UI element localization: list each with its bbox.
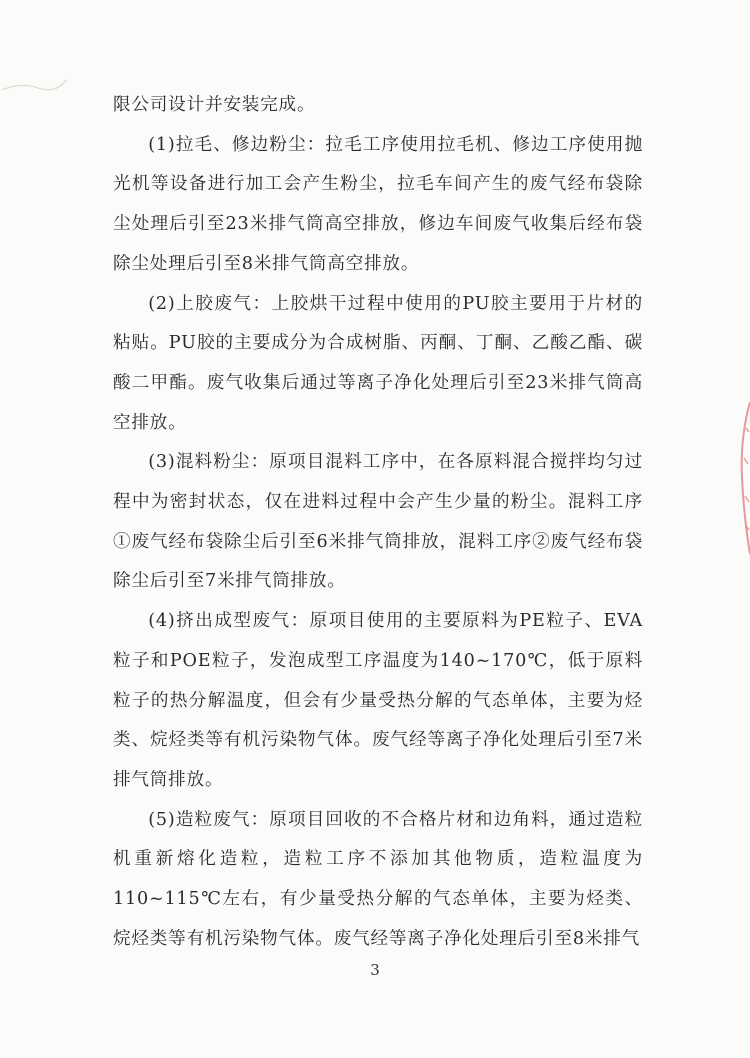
paragraph-extrusion-exhaust: (4)挤出成型废气：原项目使用的主要原料为PE粒子、EVA粒子和POE粒子，发泡成型工序温度为140~170℃，低于原料粒子的热分解温度，但会有少量受热分解的气态单体，主要为烃类、烷烃类等有机污染物气体。废气经等离子净化处理后引至7米排气筒排放。: [113, 611, 643, 790]
paragraph-lint-dust: (1)拉毛、修边粉尘：拉毛工序使用拉毛机、修边工序使用抛光机等设备进行加工会产生粉尘，拉毛车间产生的废气经布袋除尘处理后引至23米排气筒高空排放，修边车间废气收集后经布袋除尘处理后引至8米排气筒高空排放。: [113, 134, 643, 274]
paragraph-pelletizing-exhaust: (5)造粒废气：原项目回收的不合格片材和边角料，通过造粒机重新熔化造粒，造粒工序不添加其他物质，造粒温度为110~115℃左右，有少量受热分解的气态单体，主要为烃类、烷烃类等有机污染物气体。废气经等离子净化处理后引至8米排气: [113, 809, 643, 949]
body-text: [113, 86, 643, 959]
scan-artifact-mark: [0, 60, 70, 110]
page-number: 3: [370, 961, 380, 979]
paragraph-mixing-dust: (3)混料粉尘：原项目混料工序中，在各原料混合搅拌均匀过程中为密封状态，仅在进料过程中会产生少量的粉尘。混料工序①废气经布袋除尘后引至6米排气筒排放，混料工序②废气经布袋除尘后引至7米排气筒排放。: [113, 452, 643, 592]
red-seal-fragment: [736, 398, 750, 558]
paragraph-glue-exhaust: (2)上胶废气：上胶烘干过程中使用的PU胶主要用于片材的粘贴。PU胶的主要成分为合成树脂、丙酮、丁酮、乙酸乙酯、碳酸二甲酯。废气收集后通过等离子净化处理后引至23米排气筒高空排放。: [113, 293, 643, 433]
paragraph-continuation: 限公司设计并安装完成。: [113, 95, 316, 115]
